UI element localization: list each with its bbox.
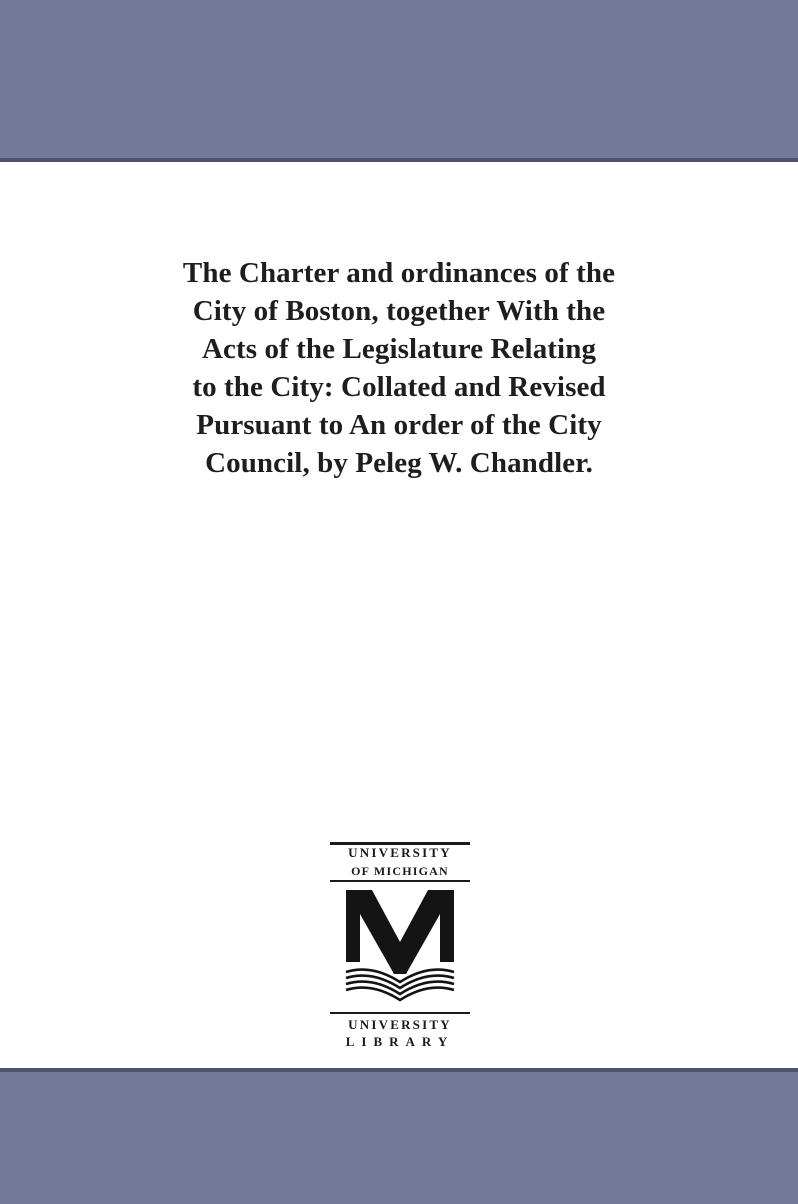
title-line: City of Boston, together With the xyxy=(192,295,606,327)
top-color-band xyxy=(0,0,798,162)
university-of-michigan-library-logo xyxy=(330,842,470,1054)
bottom-color-band xyxy=(0,1068,798,1204)
logo-text-university: UNIVERSITY xyxy=(348,845,452,860)
logo-lower-rule xyxy=(330,1012,470,1014)
block-m-book-icon xyxy=(342,886,458,1004)
title-line: to the City: Collated and Revised xyxy=(192,371,606,403)
logo-text-library: LIBRARY xyxy=(345,1034,455,1049)
title-line: Pursuant to An order of the City xyxy=(196,409,602,441)
logo-mid-rule xyxy=(330,880,470,882)
title-line: Acts of the Legislature Relating xyxy=(201,333,597,365)
logo-text-of-michigan: OF MICHIGAN xyxy=(351,864,449,878)
title-line: Council, by Peleg W. Chandler. xyxy=(205,447,593,479)
title-line: The Charter and ordinances of the xyxy=(182,257,616,289)
book-title xyxy=(0,254,798,482)
logo-text-university-2: UNIVERSITY xyxy=(348,1017,452,1032)
